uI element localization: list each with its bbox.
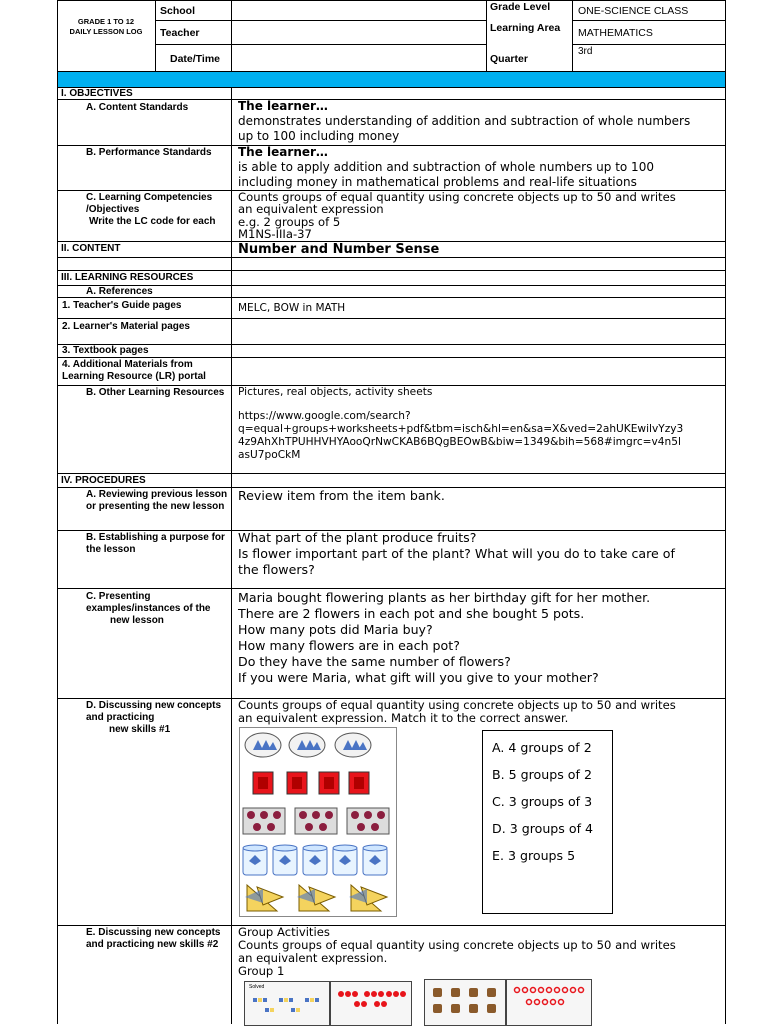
red-dot-groups-icon <box>331 982 411 1025</box>
datetime-label: Date/Time <box>170 53 220 65</box>
procedure-e-line1: Group Activities <box>238 925 330 939</box>
competencies-label-1: C. Learning Competencies <box>86 192 213 203</box>
procedure-a-label-1: A. Reviewing previous lesson <box>86 489 228 500</box>
thumbnail-solved-label: Solved <box>249 984 265 990</box>
procedure-c-line5: Do they have the same number of flowers? <box>238 654 511 669</box>
bear-groups-icon <box>425 980 505 1025</box>
section-band <box>58 72 725 87</box>
procedure-c-label-1: C. Presenting <box>86 591 151 602</box>
teacher-label: Teacher <box>160 27 200 39</box>
procedure-d-label-1: D. Discussing new concepts <box>86 700 222 711</box>
performance-line1: is able to apply addition and subtraction of whole numbers up to 100 <box>238 160 654 174</box>
learning-area-value: MATHEMATICS <box>578 27 653 39</box>
procedure-c-line4: How many flowers are in each pot? <box>238 638 460 653</box>
answer-option-e[interactable]: E. 3 groups 5 <box>492 848 576 863</box>
performance-text <box>238 145 654 190</box>
procedure-e-label-1: E. Discussing new concepts <box>86 927 221 938</box>
activity-thumbnail-4 <box>506 979 592 1026</box>
procedure-b-line1: What part of the plant produce fruits? <box>238 530 477 545</box>
procedure-e-label-2: and practicing new skills #2 <box>86 939 219 950</box>
procedure-c-label <box>86 591 211 627</box>
competencies-line3: e.g. 2 groups of 5 <box>238 214 341 229</box>
resource-url-line2[interactable]: q=equal+groups+worksheets+pdf&tbm=isch&hl=en&sa=X&ved=2ahUKEwilvYzy3 <box>238 423 684 435</box>
references-label: A. References <box>86 286 153 297</box>
competencies-text <box>238 191 676 240</box>
teacher-field[interactable] <box>232 21 485 43</box>
grade-level-label: Grade Level <box>490 1 551 13</box>
matching-groups-picture <box>239 727 397 917</box>
procedure-c-text <box>238 590 650 686</box>
procedure-d-line1: Counts groups of equal quantity using concrete objects up to 50 and writes <box>238 698 676 712</box>
procedure-b-line3: the flowers? <box>238 562 315 577</box>
datetime-field[interactable] <box>232 45 485 70</box>
fish-groups-icon <box>245 990 329 1020</box>
additional-label-2: Learning Resource (LR) portal <box>62 371 206 382</box>
procedure-c-line2: There are 2 flowers in each pot and she bought 5 pots. <box>238 606 585 621</box>
content-standards-label: A. Content Standards <box>86 102 189 113</box>
resource-url-line3[interactable]: 4z9AhXhTPUHHVHYAooQrNwCKAB6BQgBEOwB&biw=1349&bih=568#imgrc=v4n5l <box>238 436 681 448</box>
procedure-d-line2: an equivalent expression. Match it to the correct answer. <box>238 711 569 725</box>
procedure-d-label-2: and practicing <box>86 712 155 723</box>
procedure-e-label <box>86 927 220 951</box>
procedure-a-label <box>86 489 227 513</box>
procedure-e-text <box>238 926 676 978</box>
learning-area-label: Learning Area <box>490 22 561 34</box>
competencies-label-2: /Objectives <box>86 204 140 215</box>
procedure-b-label <box>86 532 225 556</box>
answer-option-d[interactable]: D. 3 groups of 4 <box>492 821 594 836</box>
competencies-line1: Counts groups of equal quantity using concrete objects up to 50 and writes <box>238 190 676 204</box>
activity-thumbnail-2 <box>330 981 412 1026</box>
procedure-d-label-3: new skills #1 <box>109 724 171 735</box>
procedure-c-line1: Maria bought flowering plants as her birthday gift for her mother. <box>238 590 651 605</box>
log-title <box>60 17 152 37</box>
competencies-line4: M1NS-IIIa-37 <box>238 226 312 241</box>
quarter-value: 3rd <box>578 46 593 57</box>
activity-thumbnail-1 <box>244 981 330 1026</box>
log-title-line1: GRADE 1 TO 12 <box>77 17 135 26</box>
procedure-a-label-2: or presenting the new lesson <box>86 501 225 512</box>
content-standards-line2: up to 100 including money <box>238 129 400 143</box>
content-standards-line1: demonstrates understanding of addition and subtraction of whole numbers <box>238 114 691 128</box>
school-label: School <box>160 5 196 17</box>
resource-url-line1[interactable]: https://www.google.com/search? <box>238 410 411 422</box>
school-field[interactable] <box>232 1 485 20</box>
dot-tray-row <box>243 808 389 834</box>
teachers-guide-value: MELC, BOW in MATH <box>238 302 346 314</box>
performance-line2: including money in mathematical problems and real-life situations <box>238 175 637 189</box>
performance-label: B. Performance Standards <box>86 147 212 158</box>
procedure-e-line4: Group 1 <box>238 964 285 978</box>
procedure-c-line6: If you were Maria, what gift will you give to your mother? <box>238 670 599 685</box>
answer-option-b[interactable]: B. 5 groups of 2 <box>492 767 592 782</box>
content-standards-text <box>238 99 690 144</box>
activity-thumbnail-3 <box>424 979 506 1026</box>
procedure-b-label-1: B. Establishing a purpose for <box>86 532 225 543</box>
learners-material-label: 2. Learner's Material pages <box>62 321 190 332</box>
other-resources-value: Pictures, real objects, activity sheets <box>238 386 433 398</box>
content-value: Number and Number Sense <box>238 242 440 257</box>
additional-materials-label <box>62 359 206 383</box>
content-standards-head: The learner… <box>238 99 328 113</box>
procedure-e-line2: Counts groups of equal quantity using concrete objects up to 50 and writes <box>238 938 676 952</box>
teachers-guide-label: 1. Teacher's Guide pages <box>62 300 182 311</box>
quarter-label: Quarter <box>490 53 528 65</box>
performance-head: The learner… <box>238 145 328 159</box>
procedure-c-label-2: examples/instances of the <box>86 603 211 614</box>
procedure-e-line3: an equivalent expression. <box>238 951 388 965</box>
answer-list <box>483 731 612 869</box>
competencies-label-3: Write the LC code for each <box>89 216 216 227</box>
objectives-heading: I. OBJECTIVES <box>61 88 133 99</box>
additional-label-1: 4. Additional Materials from <box>62 359 193 370</box>
grade-level-value: ONE-SCIENCE CLASS <box>578 5 689 17</box>
procedure-c-line3: How many pots did Maria buy? <box>238 622 433 637</box>
competencies-line2: an equivalent expression <box>238 202 384 217</box>
answer-choices-box <box>482 730 613 914</box>
procedure-b-line2: Is flower important part of the plant? What will you do to take care of <box>238 546 675 561</box>
flower-groups-icon <box>507 980 591 1025</box>
answer-option-c[interactable]: C. 3 groups of 3 <box>492 794 593 809</box>
other-resources-label: B. Other Learning Resources <box>86 387 225 398</box>
procedure-a-text: Review item from the item bank. <box>238 488 445 503</box>
other-resources-text <box>238 386 683 462</box>
procedure-d-text <box>238 699 676 725</box>
answer-option-a[interactable]: A. 4 groups of 2 <box>492 740 592 755</box>
content-heading: II. CONTENT <box>61 243 121 254</box>
log-title-line2: DAILY LESSON LOG <box>69 27 143 36</box>
resource-url-line4[interactable]: asU7poCkM <box>238 449 301 461</box>
resources-heading: III. LEARNING RESOURCES <box>61 272 194 283</box>
triangle-group-row <box>245 733 371 757</box>
procedures-heading: IV. PROCEDURES <box>61 475 146 486</box>
procedure-b-label-2: the lesson <box>86 544 136 555</box>
textbook-label: 3. Textbook pages <box>62 345 149 356</box>
procedure-b-text <box>238 530 675 578</box>
procedure-c-label-3: new lesson <box>110 615 164 626</box>
cup-row <box>243 845 387 875</box>
procedure-d-label <box>86 700 221 736</box>
competencies-label <box>86 192 216 228</box>
